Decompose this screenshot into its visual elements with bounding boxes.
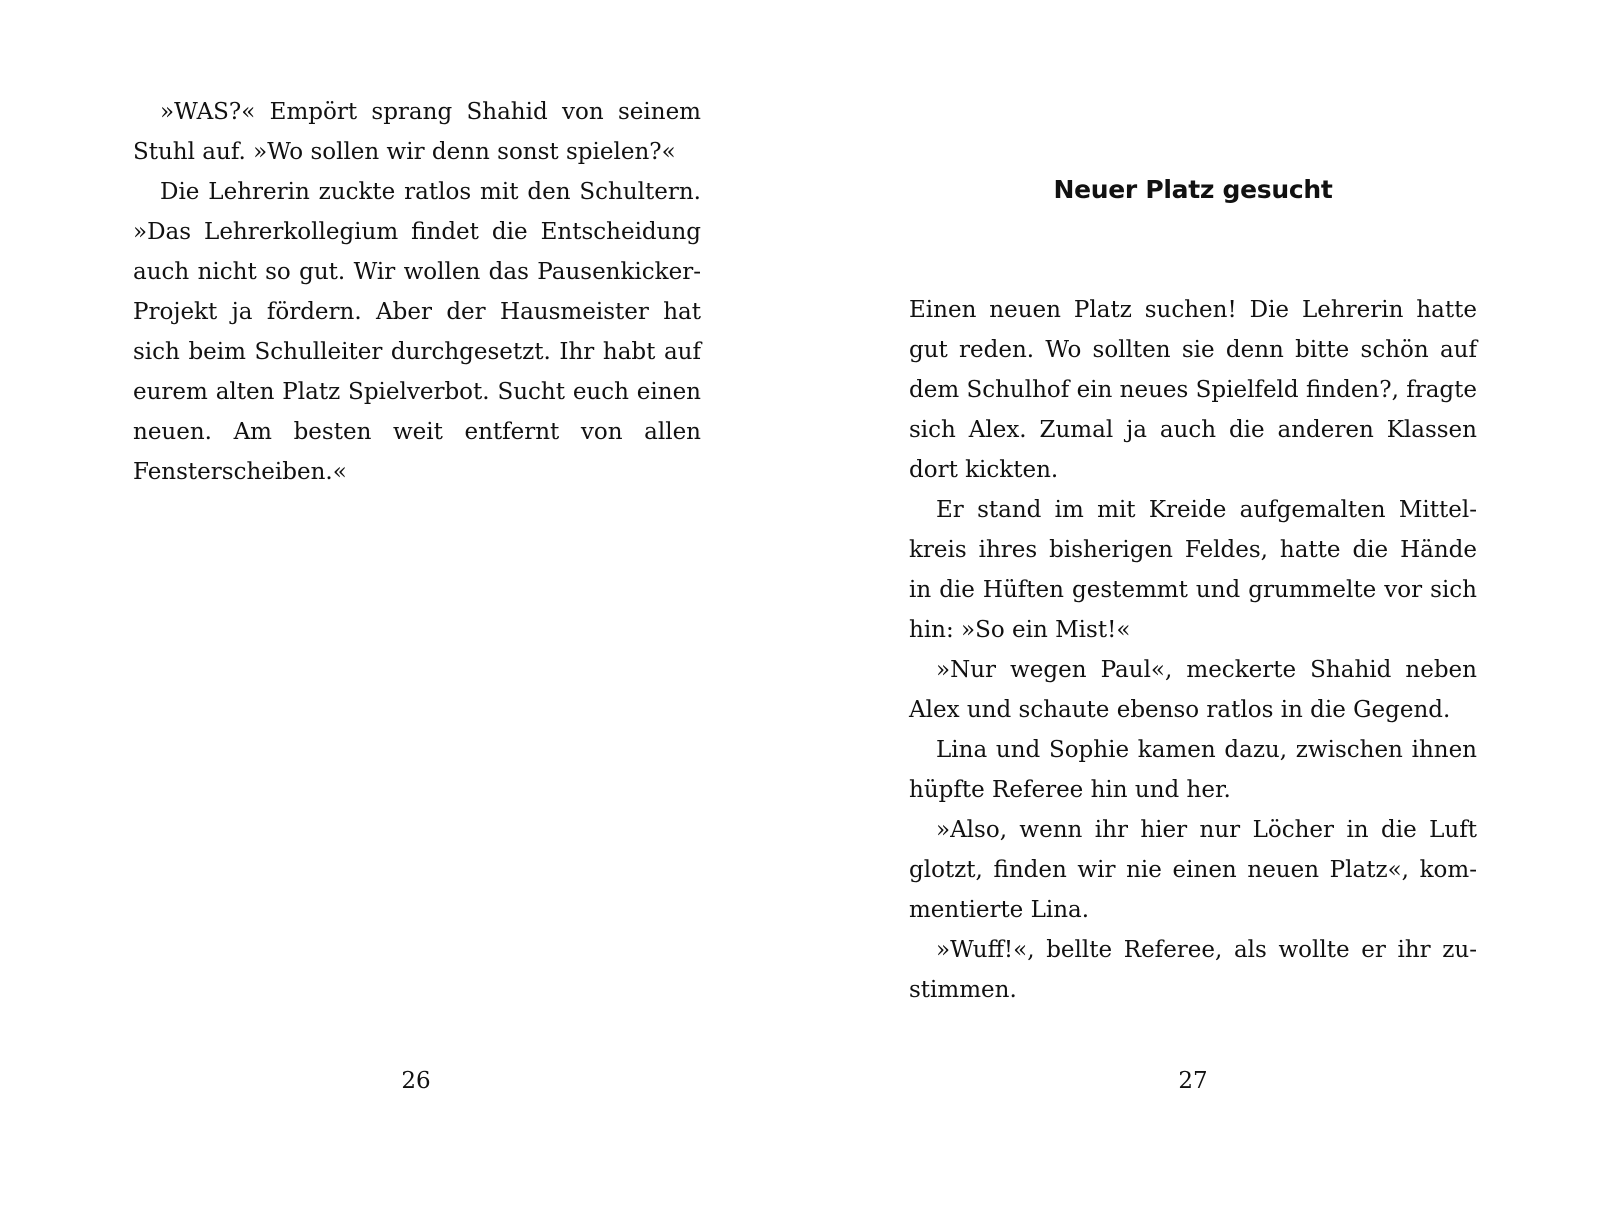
right-page [800, 0, 1600, 1228]
paragraph: »Nur wegen Paul«, meckerte Shahid neben Alex und schaute ebenso ratlos in die Gegend. [909, 657, 1477, 723]
paragraph: Er stand im mit Kreide aufgemalten Mittelkreis ihres bisherigen Feldes, hatte die Hände in die Hüften gestemmt und grummelte vor sich hin: »So ein Mist!« [909, 497, 1477, 643]
right-page-text [909, 290, 1477, 1010]
paragraph: Die Lehrerin zuckte ratlos mit den Schultern. »Das Lehrerkollegium findet die Entscheidung auch nicht so gut. Wir wollen das Pausenkicker-Projekt ja fördern. Aber der Hausmeister hat sich beim Schulleiter durchgesetzt. Ihr habt auf eurem alten Platz Spielverbot. Sucht euch einen neuen. Am besten weit entfernt von allen Fensterscheiben.« [133, 179, 701, 485]
chapter-title: Neuer Platz gesucht [1053, 175, 1333, 204]
paragraph: »Wuff!«, bellte Referee, als wollte er ihr zustimmen. [909, 937, 1477, 1003]
paragraph: »Also, wenn ihr hier nur Löcher in die Luft glotzt, finden wir nie einen neuen Platz«, kommentierte Lina. [909, 817, 1477, 923]
page-number-right: 27 [1178, 1068, 1208, 1094]
page-number-left: 26 [401, 1068, 431, 1094]
paragraph: »WAS?« Empört sprang Shahid von seinem Stuhl auf. »Wo sollen wir denn sonst spielen?« [133, 99, 701, 165]
left-page-text [133, 92, 701, 492]
paragraph: Lina und Sophie kamen dazu, zwischen ihnen hüpfte Referee hin und her. [909, 737, 1477, 803]
paragraph: Einen neuen Platz suchen! Die Lehrerin hatte gut reden. Wo sollten sie denn bitte schön auf dem Schulhof ein neues Spielfeld finden?, fragte sich Alex. Zumal ja auch die anderen Klassen dort kickten. [909, 297, 1477, 483]
